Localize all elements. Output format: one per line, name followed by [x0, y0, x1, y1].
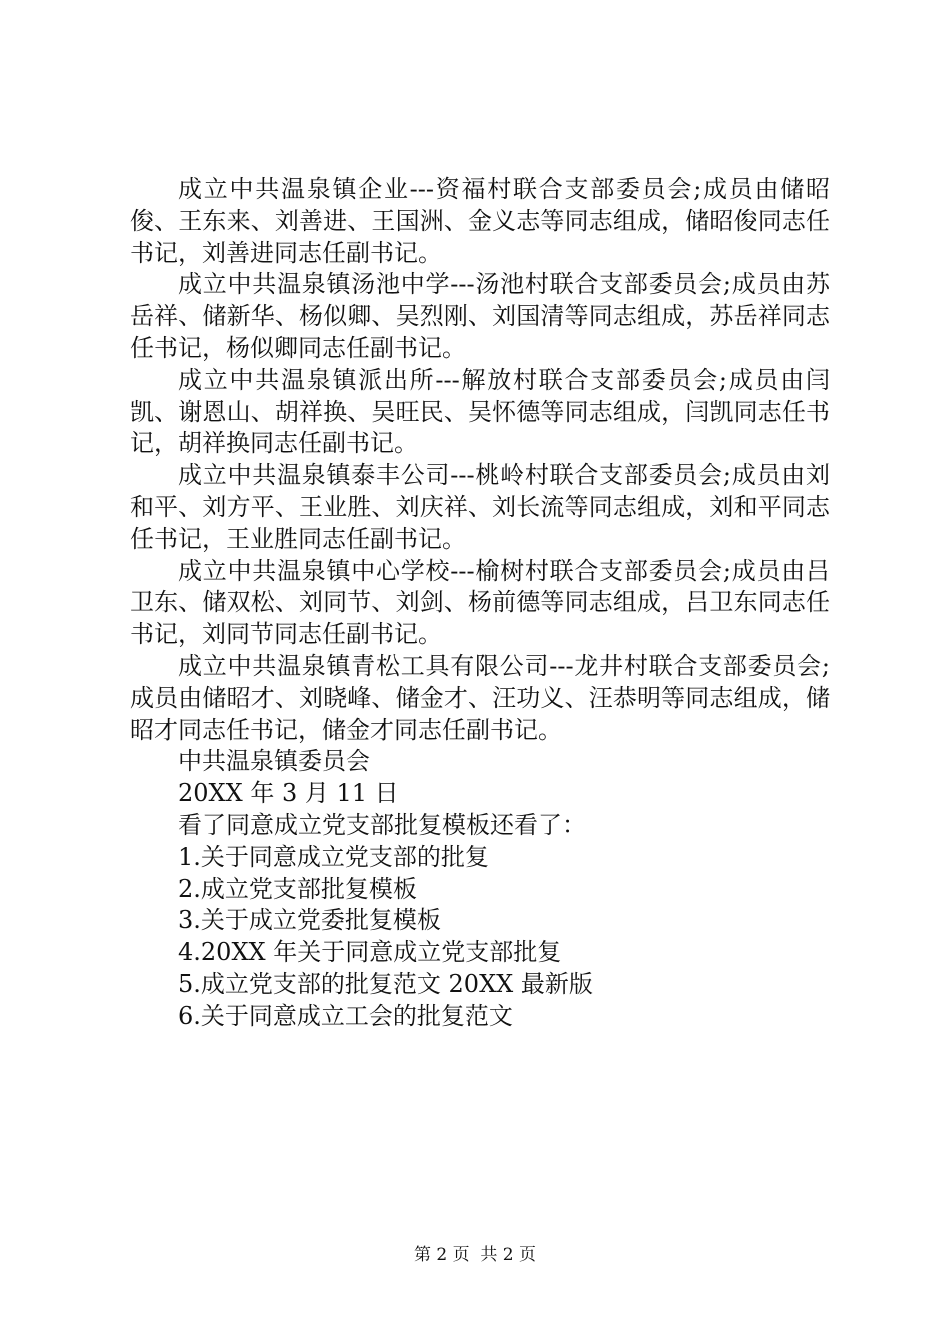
- paragraph-branch-tangchi: 成立中共温泉镇汤池中学---汤池村联合支部委员会;成员由苏岳祥、储新华、杨似卿、吴烈刚、刘国清等同志组成，苏岳祥同志任书记，杨似卿同志任副书记。: [130, 270, 830, 362]
- related-heading: 看了同意成立党支部批复模板还看了：: [178, 810, 586, 839]
- paragraph-branch-taoling: 成立中共温泉镇泰丰公司---桃岭村联合支部委员会;成员由刘和平、刘方平、王业胜、刘庆祥、刘长流等同志组成，刘和平同志任书记，王业胜同志任副书记。: [130, 461, 830, 553]
- related-link-2[interactable]: 2.成立党支部批复模板: [178, 874, 417, 903]
- related-link-5[interactable]: 5.成立党支部的批复范文 20XX 最新版: [178, 969, 593, 998]
- document-date: 20XX 年 3 月 11 日: [178, 779, 399, 808]
- document-body: [130, 174, 830, 1033]
- page-number-current: 第 2 页: [413, 1245, 470, 1265]
- paragraph-branch-zifu: 成立中共温泉镇企业---资福村联合支部委员会;成员由储昭俊、王东来、刘善进、王国洲、金义志等同志组成，储昭俊同志任书记，刘善进同志任副书记。: [130, 175, 830, 267]
- related-link-1[interactable]: 1.关于同意成立党支部的批复: [178, 842, 489, 871]
- page-footer: [0, 1244, 950, 1266]
- related-link-3[interactable]: 3.关于成立党委批复模板: [178, 906, 441, 935]
- signature: 中共温泉镇委员会: [178, 747, 370, 776]
- related-link-4[interactable]: 4.20XX 年关于同意成立党支部批复: [178, 938, 562, 967]
- footer-spacer: [470, 1245, 481, 1265]
- paragraph-branch-jiefang: 成立中共温泉镇派出所---解放村联合支部委员会;成员由闫凯、谢恩山、胡祥换、吴旺民、吴怀德等同志组成，闫凯同志任书记，胡祥换同志任副书记。: [130, 365, 830, 458]
- paragraph-branch-yushu: 成立中共温泉镇中心学校---榆树村联合支部委员会;成员由吕卫东、储双松、刘同节、刘剑、杨前德等同志组成，吕卫东同志任书记，刘同节同志任副书记。: [130, 556, 830, 649]
- paragraph-branch-longjing: 成立中共温泉镇青松工具有限公司---龙井村联合支部委员会;成员由储昭才、刘晓峰、储金才、汪功义、汪恭明等同志组成，储昭才同志任书记，储金才同志任副书记。: [130, 651, 830, 744]
- related-link-6[interactable]: 6.关于同意成立工会的批复范文: [178, 1001, 513, 1030]
- page-number-total: 共 2 页: [480, 1245, 537, 1265]
